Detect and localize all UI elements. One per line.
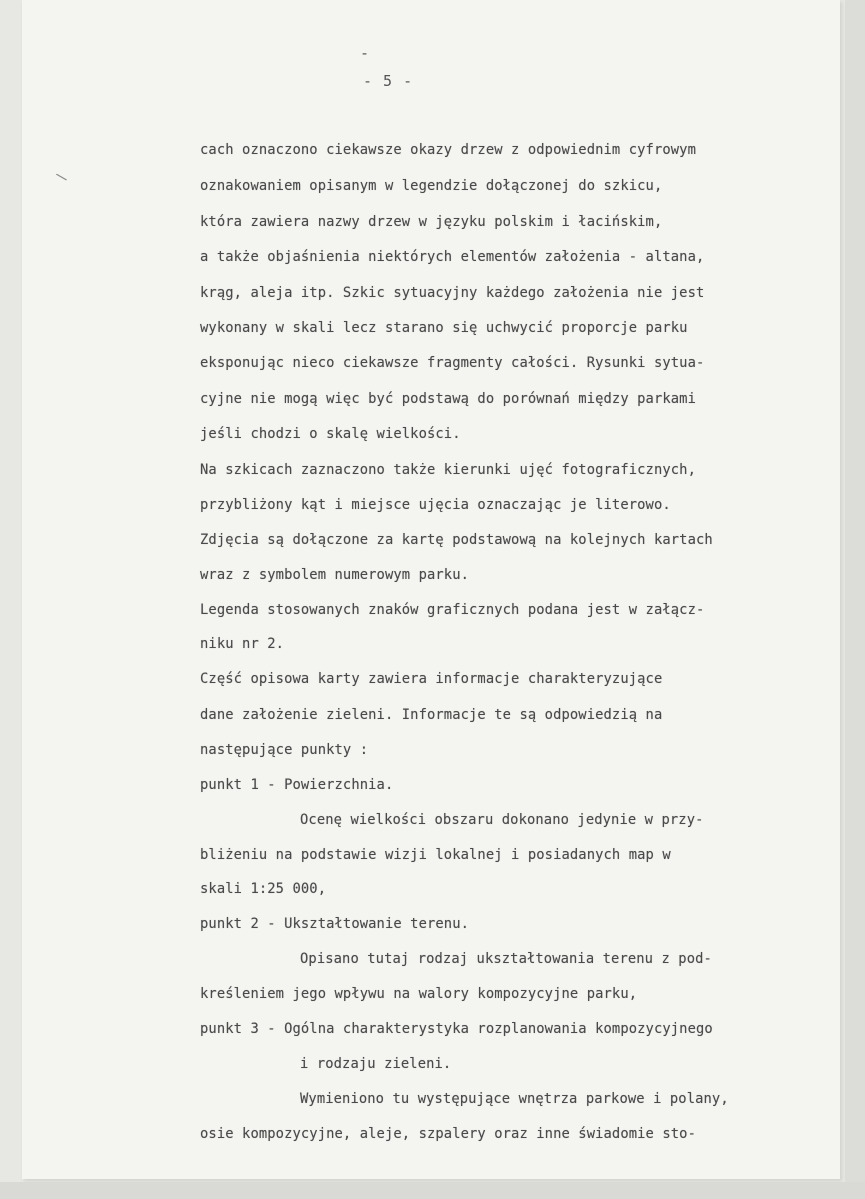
text-line: przybliżony kąt i miejsce ujęcia oznaczając je literowo. bbox=[200, 497, 671, 513]
text-line: Wymieniono tu występujące wnętrza parkowe i polany, bbox=[300, 1091, 729, 1107]
text-line: Ocenę wielkości obszaru dokonano jedynie w przy- bbox=[300, 812, 704, 828]
text-line: wykonany w skali lecz starano się uchwycić proporcje parku bbox=[200, 320, 688, 336]
margin-pencil-mark: \ bbox=[54, 169, 70, 186]
text-line: punkt 3 - Ogólna charakterystyka rozplanowania kompozycyjnego bbox=[200, 1021, 713, 1037]
text-line: Legenda stosowanych znaków graficznych podana jest w załącz- bbox=[200, 602, 705, 618]
page-edge-right bbox=[845, 0, 865, 1199]
text-line: Opisano tutaj rodzaj ukształtowania terenu z pod- bbox=[300, 951, 712, 967]
text-line: cach oznaczono ciekawsze okazy drzew z odpowiednim cyfrowym bbox=[200, 142, 696, 158]
text-line: dane założenie zieleni. Informacje te są odpowiedzią na bbox=[200, 707, 663, 723]
text-line: punkt 2 - Ukształtowanie terenu. bbox=[200, 916, 470, 932]
text-line: jeśli chodzi o skalę wielkości. bbox=[200, 426, 461, 442]
text-line: a także objaśnienia niektórych elementów założenia - altana, bbox=[200, 249, 705, 265]
text-line: krąg, aleja itp. Szkic sytuacyjny każdego założenia nie jest bbox=[200, 285, 705, 301]
text-line: niku nr 2. bbox=[200, 636, 285, 652]
text-line: wraz z symbolem numerowym parku. bbox=[200, 567, 470, 583]
text-line: Na szkicach zaznaczono także kierunki ujęć fotograficznych, bbox=[200, 462, 696, 478]
text-line: następujące punkty : bbox=[200, 742, 369, 758]
text-line: osie kompozycyjne, aleje, szpalery oraz inne świadomie sto- bbox=[200, 1126, 696, 1142]
text-line: cyjne nie mogą więc być podstawą do porównań między parkami bbox=[200, 391, 696, 407]
text-line: kreśleniem jego wpływu na walory kompozycyjne parku, bbox=[200, 986, 638, 1002]
text-line: i rodzaju zieleni. bbox=[300, 1056, 452, 1072]
page-edge-bottom bbox=[0, 1182, 865, 1199]
text-line: bliżeniu na podstawie wizji lokalnej i posiadanych map w bbox=[200, 847, 671, 863]
text-line: która zawiera nazwy drzew w języku polskim i łacińskim, bbox=[200, 214, 663, 230]
text-line: Część opisowa karty zawiera informacje charakteryzujące bbox=[200, 671, 663, 687]
header-dash: - bbox=[360, 44, 370, 62]
text-line: oznakowaniem opisanym w legendzie dołączonej do szkicu, bbox=[200, 178, 663, 194]
text-line: punkt 1 - Powierzchnia. bbox=[200, 777, 394, 793]
text-line: Zdjęcia są dołączone za kartę podstawową na kolejnych kartach bbox=[200, 532, 713, 548]
page-number: - 5 - bbox=[363, 72, 414, 90]
text-line: skali 1:25 000, bbox=[200, 881, 327, 897]
text-line: eksponując nieco ciekawsze fragmenty całości. Rysunki sytua- bbox=[200, 355, 705, 371]
